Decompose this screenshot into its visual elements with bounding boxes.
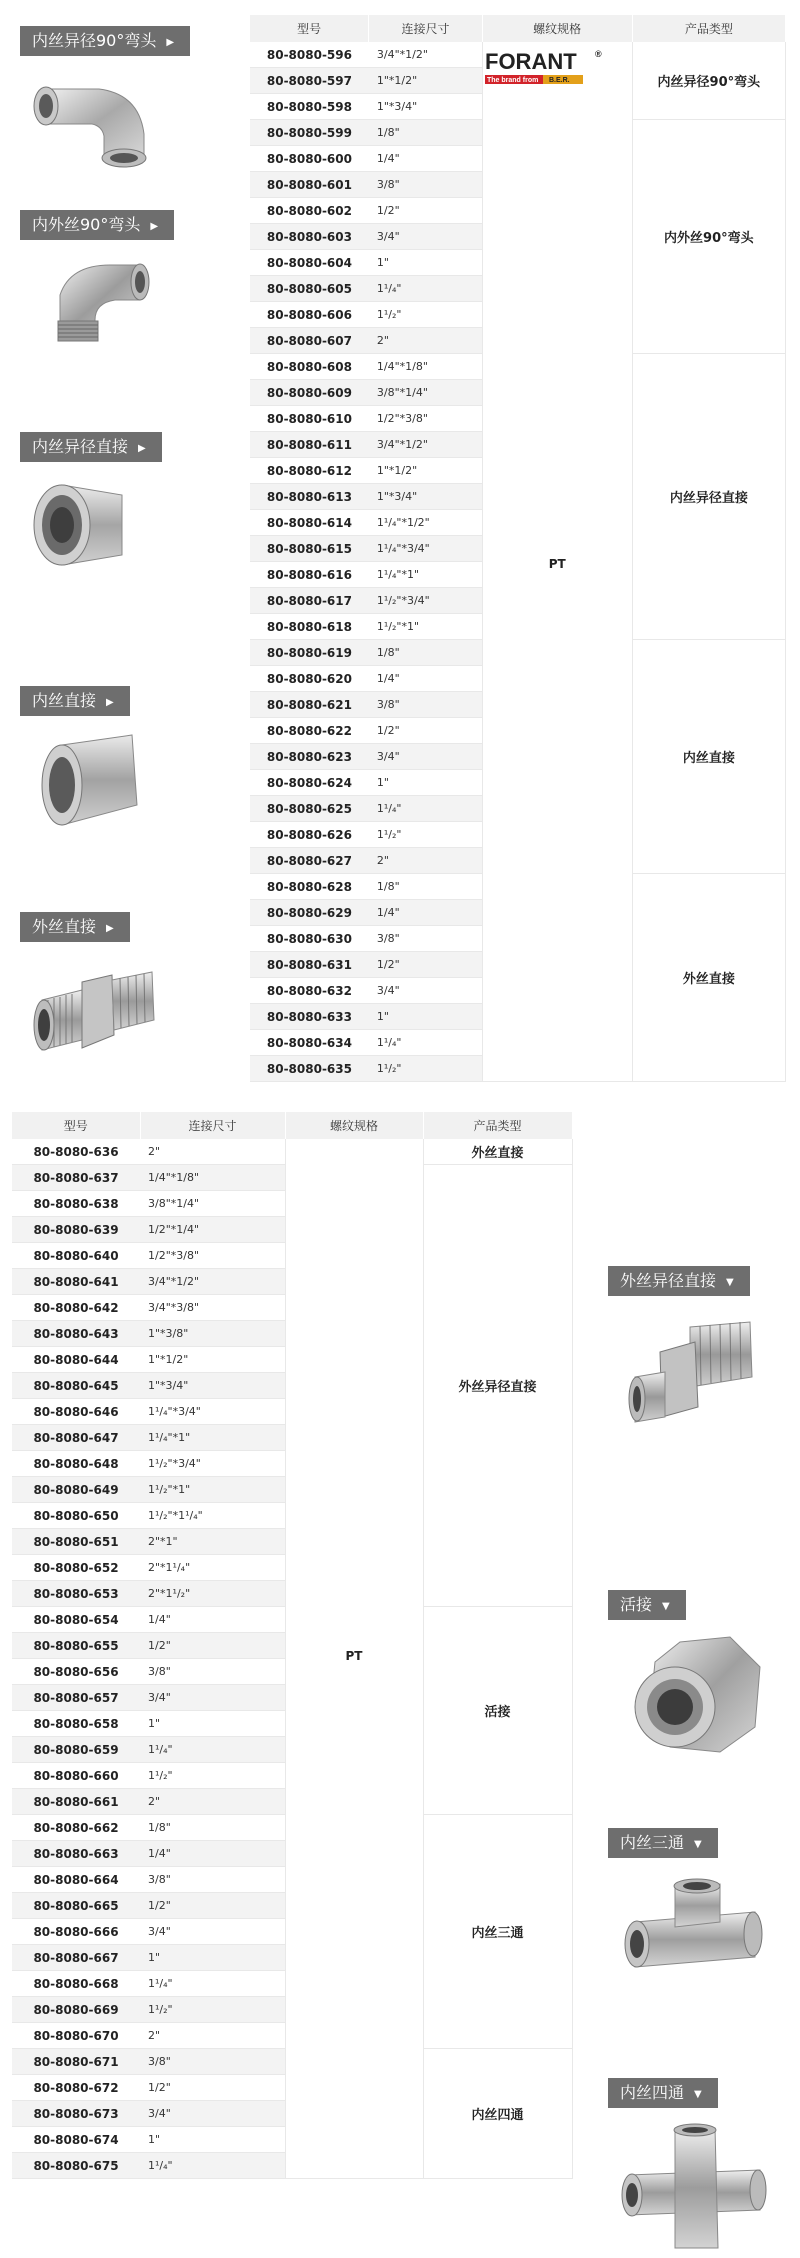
model-cell: 80-8080-609 <box>250 380 369 406</box>
size-cell: 1¹/₂"*3/4" <box>140 1451 285 1477</box>
size-cell: 1¹/₄" <box>140 2153 285 2179</box>
thread-spec-cell <box>482 42 632 1082</box>
size-cell: 3/8" <box>140 1867 285 1893</box>
header-size: 连接尺寸 <box>369 15 482 42</box>
size-cell: 3/4" <box>369 978 482 1004</box>
category-tag[interactable] <box>20 210 174 240</box>
brand-trademark: ® <box>594 49 602 59</box>
model-cell: 80-8080-630 <box>250 926 369 952</box>
category-tag-label: 活接 <box>620 1595 653 1614</box>
header-model: 型号 <box>12 1112 140 1139</box>
size-cell: 1" <box>140 2127 285 2153</box>
product-type-cell: 内丝三通 <box>423 1815 572 2049</box>
size-cell: 3/8" <box>369 926 482 952</box>
category-tag[interactable] <box>608 1590 686 1620</box>
brand-name: FORANT <box>484 49 577 74</box>
arrow-right-icon: ▶ <box>106 923 114 934</box>
category-tag-label: 内丝异径直接 <box>32 437 129 456</box>
size-cell: 1/2" <box>369 952 482 978</box>
size-cell: 1/2"*3/8" <box>140 1243 285 1269</box>
model-cell: 80-8080-668 <box>12 1971 140 1997</box>
table-header-row <box>12 1112 572 1139</box>
product-type-cell: 内外丝90°弯头 <box>632 120 785 354</box>
model-cell: 80-8080-674 <box>12 2127 140 2153</box>
size-cell: 1/4"*1/8" <box>140 1165 285 1191</box>
size-cell: 1¹/₂" <box>140 1997 285 2023</box>
model-cell: 80-8080-648 <box>12 1451 140 1477</box>
model-cell: 80-8080-629 <box>250 900 369 926</box>
size-cell: 3/8" <box>369 692 482 718</box>
size-cell: 3/4" <box>369 224 482 250</box>
model-cell: 80-8080-658 <box>12 1711 140 1737</box>
size-cell: 2" <box>369 848 482 874</box>
model-cell: 80-8080-602 <box>250 198 369 224</box>
header-size: 连接尺寸 <box>140 1112 285 1139</box>
size-cell: 3/8" <box>140 1659 285 1685</box>
union-fitting-image <box>620 1632 770 1762</box>
size-cell: 1/2" <box>369 718 482 744</box>
size-cell: 2"*1¹/₄" <box>140 1555 285 1581</box>
size-cell: 1"*1/2" <box>369 68 482 94</box>
model-cell: 80-8080-621 <box>250 692 369 718</box>
model-cell: 80-8080-606 <box>250 302 369 328</box>
model-cell: 80-8080-618 <box>250 614 369 640</box>
size-cell: 1/4" <box>140 1607 285 1633</box>
model-cell: 80-8080-666 <box>12 1919 140 1945</box>
model-cell: 80-8080-617 <box>250 588 369 614</box>
size-cell: 3/4" <box>140 1685 285 1711</box>
street-elbow-image <box>30 255 160 355</box>
size-cell: 1"*3/8" <box>140 1321 285 1347</box>
size-cell: 1¹/₄" <box>369 796 482 822</box>
model-cell: 80-8080-643 <box>12 1321 140 1347</box>
size-cell: 1/8" <box>140 1815 285 1841</box>
size-cell: 1/2"*1/4" <box>140 1217 285 1243</box>
model-cell: 80-8080-647 <box>12 1425 140 1451</box>
size-cell: 1/4" <box>140 1841 285 1867</box>
elbow-fitting-image <box>24 64 174 174</box>
size-cell: 1"*3/4" <box>140 1373 285 1399</box>
size-cell: 1" <box>369 770 482 796</box>
size-cell: 2"*1¹/₂" <box>140 1581 285 1607</box>
category-tag-label: 外丝直接 <box>32 917 97 936</box>
size-cell: 1"*1/2" <box>140 1347 285 1373</box>
model-cell: 80-8080-642 <box>12 1295 140 1321</box>
size-cell: 1¹/₄" <box>369 1030 482 1056</box>
model-cell: 80-8080-632 <box>250 978 369 1004</box>
model-cell: 80-8080-614 <box>250 510 369 536</box>
product-type-cell: 外丝直接 <box>632 874 785 1082</box>
size-cell: 3/4"*3/8" <box>140 1295 285 1321</box>
model-cell: 80-8080-659 <box>12 1737 140 1763</box>
model-cell: 80-8080-673 <box>12 2101 140 2127</box>
model-cell: 80-8080-637 <box>12 1165 140 1191</box>
model-cell: 80-8080-649 <box>12 1477 140 1503</box>
arrow-down-icon: ▼ <box>662 1601 670 1612</box>
size-cell: 1/4" <box>369 900 482 926</box>
category-tag[interactable] <box>20 432 162 462</box>
size-cell: 1¹/₄"*1" <box>140 1425 285 1451</box>
model-cell: 80-8080-622 <box>250 718 369 744</box>
size-cell: 3/8" <box>369 172 482 198</box>
arrow-right-icon: ▶ <box>150 221 159 232</box>
model-cell: 80-8080-646 <box>12 1399 140 1425</box>
product-type-cell: 活接 <box>423 1607 572 1815</box>
model-cell: 80-8080-657 <box>12 1685 140 1711</box>
brand-logo <box>483 42 632 92</box>
size-cell: 1¹/₂" <box>369 822 482 848</box>
tee-fitting-image <box>620 1872 770 1982</box>
table-header-row <box>250 15 786 42</box>
model-cell: 80-8080-596 <box>250 42 369 68</box>
size-cell: 1¹/₄"*3/4" <box>369 536 482 562</box>
model-cell: 80-8080-634 <box>250 1030 369 1056</box>
size-cell: 2" <box>140 1139 285 1165</box>
arrow-down-icon: ▼ <box>726 1277 734 1288</box>
model-cell: 80-8080-669 <box>12 1997 140 2023</box>
model-cell: 80-8080-619 <box>250 640 369 666</box>
model-cell: 80-8080-662 <box>12 1815 140 1841</box>
category-tag-label: 内丝三通 <box>620 1833 685 1852</box>
reducing-coupling-image <box>22 470 162 580</box>
size-cell: 1¹/₂" <box>140 1763 285 1789</box>
brand-tagline-brand: B.E.R. <box>548 77 570 84</box>
size-cell: 1¹/₂" <box>369 1056 482 1082</box>
model-cell: 80-8080-611 <box>250 432 369 458</box>
model-cell: 80-8080-620 <box>250 666 369 692</box>
size-cell: 1/8" <box>369 874 482 900</box>
model-cell: 80-8080-664 <box>12 1867 140 1893</box>
size-cell: 1"*3/4" <box>369 94 482 120</box>
model-cell: 80-8080-624 <box>250 770 369 796</box>
size-cell: 1/2"*3/8" <box>369 406 482 432</box>
model-cell: 80-8080-635 <box>250 1056 369 1082</box>
size-cell: 3/8"*1/4" <box>369 380 482 406</box>
size-cell: 1/8" <box>369 120 482 146</box>
arrow-down-icon: ▼ <box>694 1839 702 1850</box>
size-cell: 2"*1" <box>140 1529 285 1555</box>
model-cell: 80-8080-672 <box>12 2075 140 2101</box>
category-tag[interactable] <box>20 686 130 716</box>
model-cell: 80-8080-638 <box>12 1191 140 1217</box>
size-cell: 1¹/₂"*1" <box>369 614 482 640</box>
spec-table <box>250 15 786 1082</box>
model-cell: 80-8080-598 <box>250 94 369 120</box>
section-2 <box>0 1112 800 2258</box>
size-cell: 3/4" <box>140 1919 285 1945</box>
arrow-down-icon: ▼ <box>694 2089 702 2100</box>
model-cell: 80-8080-631 <box>250 952 369 978</box>
model-cell: 80-8080-633 <box>250 1004 369 1030</box>
coupling-image <box>22 730 162 840</box>
thread-value: PT <box>548 556 566 571</box>
size-cell: 3/8"*1/4" <box>140 1191 285 1217</box>
model-cell: 80-8080-639 <box>12 1217 140 1243</box>
thread-spec-cell <box>285 1139 423 2179</box>
model-cell: 80-8080-605 <box>250 276 369 302</box>
size-cell: 1¹/₂"*3/4" <box>369 588 482 614</box>
header-thread: 螺纹规格 <box>482 15 632 42</box>
category-tag-label: 内丝四通 <box>620 2083 685 2102</box>
category-tag-label: 内丝直接 <box>32 691 97 710</box>
model-cell: 80-8080-615 <box>250 536 369 562</box>
size-cell: 3/4"*1/2" <box>140 1269 285 1295</box>
size-cell: 2" <box>140 1789 285 1815</box>
model-cell: 80-8080-626 <box>250 822 369 848</box>
arrow-right-icon: ▶ <box>166 37 175 48</box>
model-cell: 80-8080-667 <box>12 1945 140 1971</box>
model-cell: 80-8080-656 <box>12 1659 140 1685</box>
thread-value: PT <box>345 1648 363 1663</box>
model-cell: 80-8080-641 <box>12 1269 140 1295</box>
size-cell: 1¹/₄"*3/4" <box>140 1399 285 1425</box>
section-1 <box>0 0 800 1090</box>
model-cell: 80-8080-644 <box>12 1347 140 1373</box>
model-cell: 80-8080-640 <box>12 1243 140 1269</box>
model-cell: 80-8080-628 <box>250 874 369 900</box>
size-cell: 1/2" <box>140 1893 285 1919</box>
spec-table <box>12 1112 573 2179</box>
product-type-cell: 内丝直接 <box>632 640 785 874</box>
size-cell: 1/4"*1/8" <box>369 354 482 380</box>
model-cell: 80-8080-655 <box>12 1633 140 1659</box>
size-cell: 2" <box>369 328 482 354</box>
model-cell: 80-8080-651 <box>12 1529 140 1555</box>
model-cell: 80-8080-601 <box>250 172 369 198</box>
size-cell: 1" <box>369 1004 482 1030</box>
product-type-cell: 外丝直接 <box>423 1139 572 1165</box>
model-cell: 80-8080-607 <box>250 328 369 354</box>
size-cell: 1"*3/4" <box>369 484 482 510</box>
product-type-cell: 外丝异径直接 <box>423 1165 572 1607</box>
model-cell: 80-8080-645 <box>12 1373 140 1399</box>
size-cell: 1¹/₄"*1/2" <box>369 510 482 536</box>
size-cell: 1¹/₂"*1" <box>140 1477 285 1503</box>
model-cell: 80-8080-612 <box>250 458 369 484</box>
model-cell: 80-8080-623 <box>250 744 369 770</box>
category-tag[interactable] <box>608 2078 718 2108</box>
model-cell: 80-8080-675 <box>12 2153 140 2179</box>
category-tag-label: 外丝异径直接 <box>620 1271 717 1290</box>
model-cell: 80-8080-604 <box>250 250 369 276</box>
size-cell: 1/8" <box>369 640 482 666</box>
size-cell: 3/4"*1/2" <box>369 432 482 458</box>
size-cell: 1" <box>369 250 482 276</box>
brand-tagline: The brand from <box>486 77 539 84</box>
model-cell: 80-8080-603 <box>250 224 369 250</box>
size-cell: 1" <box>140 1945 285 1971</box>
model-cell: 80-8080-652 <box>12 1555 140 1581</box>
model-cell: 80-8080-661 <box>12 1789 140 1815</box>
model-cell: 80-8080-597 <box>250 68 369 94</box>
model-cell: 80-8080-665 <box>12 1893 140 1919</box>
size-cell: 1¹/₄"*1" <box>369 562 482 588</box>
model-cell: 80-8080-600 <box>250 146 369 172</box>
arrow-right-icon: ▶ <box>138 443 146 454</box>
category-tag[interactable] <box>20 26 190 56</box>
model-cell: 80-8080-636 <box>12 1139 140 1165</box>
size-cell: 1/4" <box>369 666 482 692</box>
product-type-cell: 内丝异径直接 <box>632 354 785 640</box>
product-type-cell: 内丝异径90°弯头 <box>632 42 785 120</box>
size-cell: 1¹/₂"*1¹/₄" <box>140 1503 285 1529</box>
size-cell: 2" <box>140 2023 285 2049</box>
size-cell: 3/4" <box>140 2101 285 2127</box>
size-cell: 3/4" <box>369 744 482 770</box>
size-cell: 1¹/₄" <box>140 1971 285 1997</box>
size-cell: 1/2" <box>140 2075 285 2101</box>
category-tag[interactable] <box>20 912 130 942</box>
size-cell: 3/4"*1/2" <box>369 42 482 68</box>
size-cell: 1/4" <box>369 146 482 172</box>
category-tag-label: 内外丝90°弯头 <box>32 215 141 234</box>
model-cell: 80-8080-625 <box>250 796 369 822</box>
model-cell: 80-8080-616 <box>250 562 369 588</box>
model-cell: 80-8080-663 <box>12 1841 140 1867</box>
model-cell: 80-8080-653 <box>12 1581 140 1607</box>
category-tag[interactable] <box>608 1828 718 1858</box>
category-tag[interactable] <box>608 1266 750 1296</box>
size-cell: 1¹/₄" <box>369 276 482 302</box>
hex-nipple-image <box>22 960 172 1070</box>
model-cell: 80-8080-608 <box>250 354 369 380</box>
header-thread: 螺纹规格 <box>285 1112 423 1139</box>
size-cell: 1" <box>140 1711 285 1737</box>
model-cell: 80-8080-671 <box>12 2049 140 2075</box>
product-type-cell: 内丝四通 <box>423 2049 572 2179</box>
model-cell: 80-8080-599 <box>250 120 369 146</box>
model-cell: 80-8080-654 <box>12 1607 140 1633</box>
size-cell: 1/2" <box>140 1633 285 1659</box>
size-cell: 1/2" <box>369 198 482 224</box>
model-cell: 80-8080-627 <box>250 848 369 874</box>
size-cell: 1¹/₂" <box>369 302 482 328</box>
size-cell: 3/8" <box>140 2049 285 2075</box>
header-type: 产品类型 <box>423 1112 572 1139</box>
cross-fitting-image <box>620 2120 770 2250</box>
arrow-right-icon: ▶ <box>106 697 114 708</box>
reducing-hex-nipple-image <box>620 1317 770 1437</box>
model-cell: 80-8080-670 <box>12 2023 140 2049</box>
size-cell: 1¹/₄" <box>140 1737 285 1763</box>
size-cell: 1"*1/2" <box>369 458 482 484</box>
table-row <box>12 1139 572 1165</box>
model-cell: 80-8080-660 <box>12 1763 140 1789</box>
model-cell: 80-8080-610 <box>250 406 369 432</box>
model-cell: 80-8080-650 <box>12 1503 140 1529</box>
header-type: 产品类型 <box>632 15 785 42</box>
category-tag-label: 内丝异径90°弯头 <box>32 31 157 50</box>
header-model: 型号 <box>250 15 369 42</box>
table-row <box>250 42 786 68</box>
model-cell: 80-8080-613 <box>250 484 369 510</box>
